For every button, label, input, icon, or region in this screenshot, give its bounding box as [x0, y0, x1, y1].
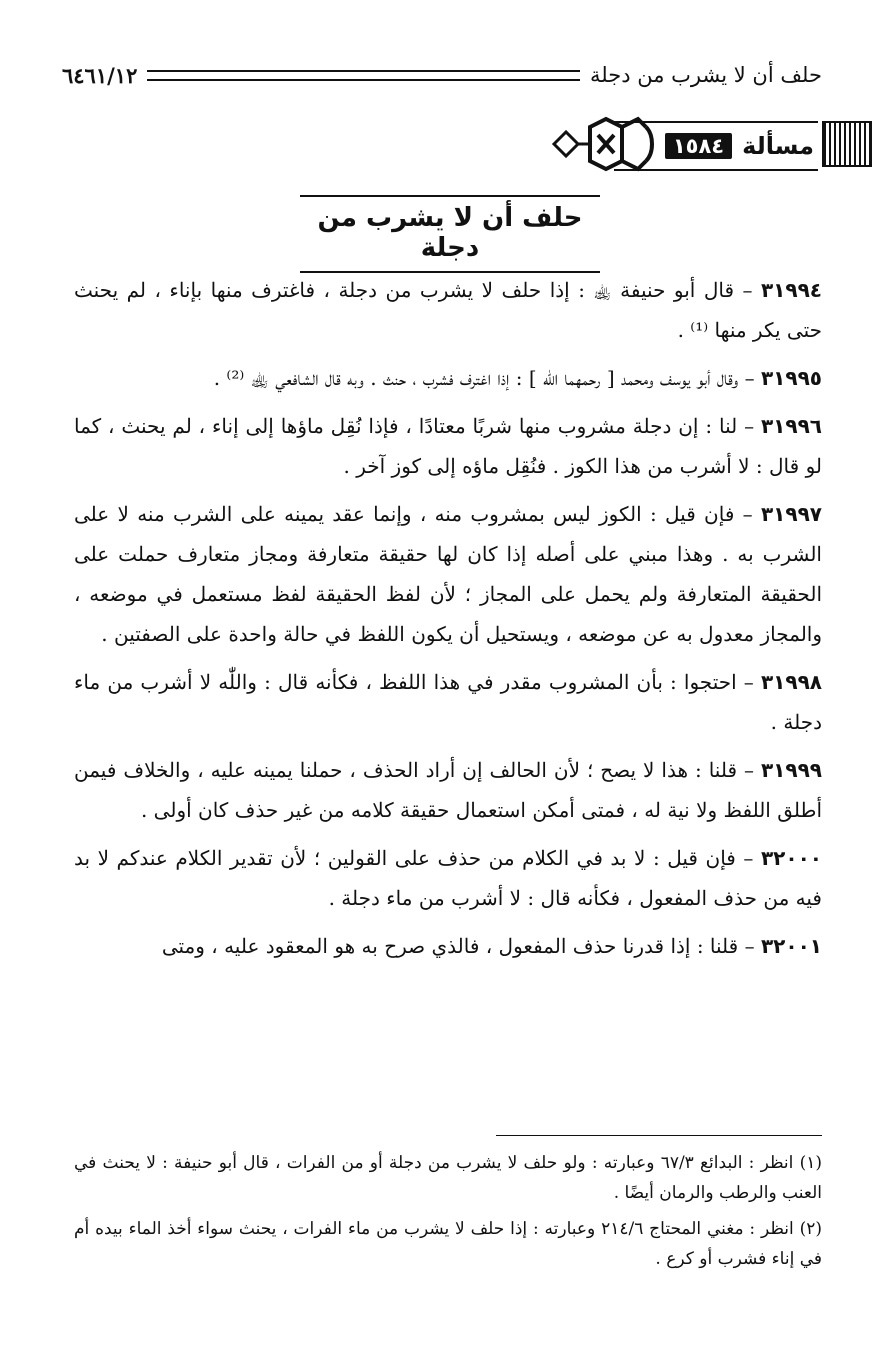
paragraph [74, 270, 822, 350]
paragraph-number: ٣١٩٩٤ [760, 278, 822, 302]
paragraph-text: – قال أبو حنيفة ﵀ : إذا حلف لا يشرب من دجلة ، فاغترف منها بإناء ، لم يحنث حتى يكر منها ⁽¹⁾ . [74, 278, 822, 342]
paragraph [74, 750, 822, 830]
paragraph-number: ٣١٩٩٨ [760, 670, 823, 694]
masala-banner [550, 113, 876, 175]
paragraph-number: ٣٢٠٠١ [760, 934, 822, 958]
banner-bars [822, 121, 872, 167]
paragraph [74, 494, 822, 654]
header-rule [147, 70, 580, 81]
footnote: (١) انظر : البدائع ٦٧/٣ وعبارته : ولو حلف لا يشرب من دجلة أو من الفرات ، قال أبو حنيفة : لا يحنث في العنب والرطب والرمان أيضًا . [74, 1153, 822, 1203]
paragraph-number: ٣١٩٩٩ [760, 758, 822, 782]
paragraph [74, 838, 822, 918]
masala-label: مسألة [742, 132, 814, 160]
masala-number: ١٥٨٤ [665, 133, 732, 159]
paragraph-number: ٣١٩٩٧ [760, 502, 822, 526]
paragraph-number: ٣١٩٩٦ [760, 414, 822, 438]
page-reference: ٦٤٦١/١٢ [62, 62, 138, 88]
body-text [74, 270, 822, 974]
footnotes [74, 1148, 822, 1280]
paragraph [74, 662, 822, 742]
paragraph-text: – احتجوا : بأن المشروب مقدر في هذا اللفظ ، فكأنه قال : واللّٰه لا أشرب من ماء دجلة . [74, 670, 822, 734]
paragraph-text: – قلنا : إذا قدرنا حذف المفعول ، فالذي صرح به هو المعقود عليه ، ومتى [161, 934, 755, 958]
paragraph-text: – فإن قيل : الكوز ليس بمشروب منه ، وإنما عقد يمينه على الشرب منه لا على الشرب به . وهذا مبني على أصله إذا كان لها حقيقة متعارفة ومجاز متعارف حملت على الحقيقة المتعارفة ولم يحمل على المجاز ؛ لأن لفظ الحقيقة لفظ مستعمل في موضعه ، والمجاز معدول به عن موضعه ، ويستحيل أن يكون اللفظ في حالة واحدة على الصفتين . [74, 502, 822, 646]
paragraph-text: – وقال أبو يوسف ومحمد [ رحمهما اللّٰه ] : إذا اغترف فشرب ، حنث . وبه قال الشافعي ﵀ ⁽²⁾ . [213, 366, 755, 390]
banner-box [614, 121, 818, 171]
paragraph [74, 926, 822, 966]
chapter-title: حلف أن لا يشرب من دجلة [300, 195, 600, 273]
paragraph-number: ٣١٩٩٥ [760, 366, 822, 390]
footnote-rule [496, 1135, 822, 1136]
paragraph-number: ٣٢٠٠٠ [760, 846, 822, 870]
paragraph [74, 358, 822, 398]
paragraph-text: – قلنا : هذا لا يصح ؛ لأن الحالف إن أراد الحذف ، حملنا يمينه عليه ، والخلاف فيمن أطلق اللفظ ولا نية له ، فمتى أمكن استعمال حقيقة كلامه من غير حذف كان أولى . [74, 758, 822, 822]
footnote: (٢) انظر : مغني المحتاج ٢١٤/٦ وعبارته : إذا حلف لا يشرب من ماء الفرات ، يحنث سواء أخذ الماء بيده أم في إناء فشرب أو كرع . [74, 1219, 822, 1269]
running-title: حلف أن لا يشرب من دجلة [590, 63, 822, 87]
paragraph [74, 406, 822, 486]
paragraph-text: – لنا : إن دجلة مشروب منها شربًا معتادًا ، فإذا نُقِل ماؤها إلى إناء ، لم يحنث ، كما لو قال : لا أشرب من هذا الكوز . فنُقِل ماؤه إلى كوز آخر . [74, 414, 822, 478]
paragraph-text: – فإن قيل : لا بد في الكلام من حذف على القولين ؛ لأن تقدير الكلام عندكم لا بد فيه من حذف المفعول ، فكأنه قال : لا أشرب من ماء دجلة . [74, 846, 822, 910]
running-header [62, 58, 822, 92]
